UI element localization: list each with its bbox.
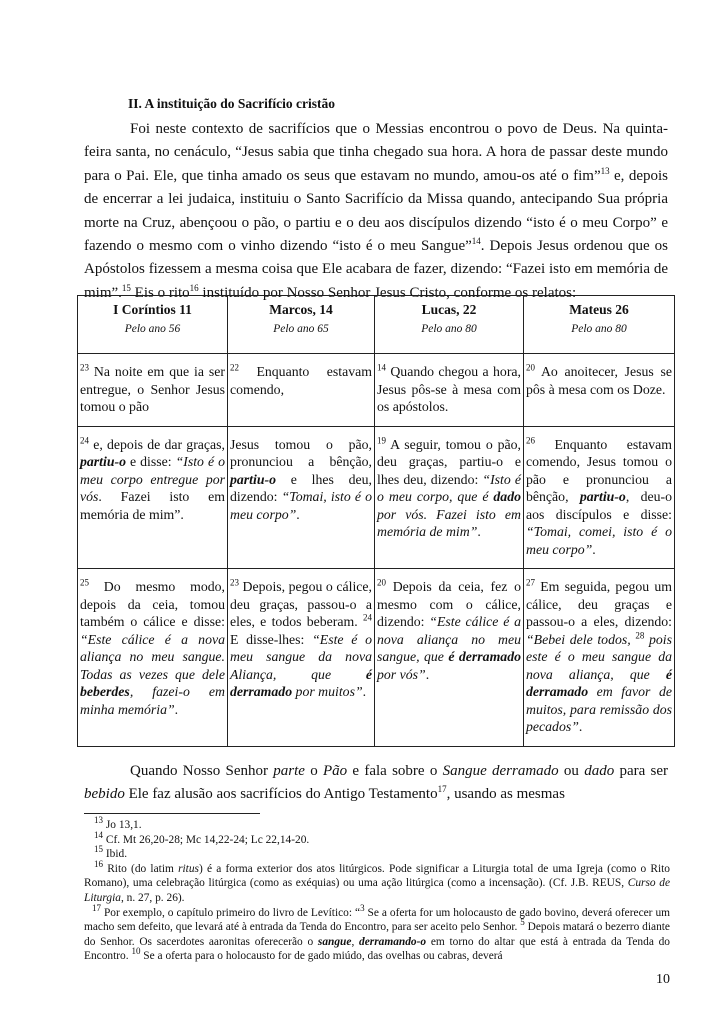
table-cell: $^{25}$ Do mesmo modo, depois da ceia, tomou também o cálice e disse: “Este cálice é a nova aliança no meu sangue. Todas as vezes que dele beberdes, fazei-o em minha memória”.: [78, 569, 228, 747]
footnote-14: $^{14}$ Cf. Mt 26,20-28; Mc 14,22-24; Lc 22,14-20.: [94, 829, 310, 846]
table-cell: Jesus tomou o pão, pronunciou a bênção, partiu-o e lhes deu, dizendo: “Tomai, isto é o meu corpo”.: [228, 426, 375, 569]
table-cell: $^{26}$ Enquanto estavam comendo, Jesus tomou o pão e pronunciou a bênção, partiu-o, deu-o aos discípulos e disse: “Tomai, comei, isto é o meu corpo”.: [524, 426, 675, 569]
column-header: I Coríntios 11 Pelo ano 56: [78, 296, 228, 354]
footnote-17: $^{17}$ Por exemplo, o capítulo primeiro do livro de Levítico: “$^3$ Se a oferta for um holocausto de gado bovino, deverá oferecer um macho sem defeito, que levará até à entrada da Tenda do Encontro, para ser aceito pelo Senhor. $^5$ Depois matará o bezerro diante do Senhor. Os sacerdotes aaronitas oferecerão o sangue, derramando-o em torno do altar que está à entrada da Tenda do Encontro. $^{10}$ Se a oferta para o holocausto for de gado miúdo, das ovelhas ou cabras, deverá: [84, 902, 671, 963]
table-header-row: [78, 296, 675, 354]
table-cell: $^{19}$ A seguir, tomou o pão, deu graças, partiu-o e lhes deu, dizendo: “Isto é o meu corpo, que é dado por vós. Fazei isto em memória de mim”.: [375, 426, 524, 569]
footnote-15: $^{15}$ Ibid.: [94, 844, 128, 861]
footnote-ref-15[interactable]: 15: [121, 282, 131, 293]
table-cell: $^{20}$ Depois da ceia, fez o mesmo com o cálice, dizendo: “Este cálice é a nova aliança no meu sangue, que é derramado por vós”.: [375, 569, 524, 747]
column-header: Lucas, 22 Pelo ano 80: [375, 296, 524, 354]
closing-paragraph: Quando Nosso Senhor parte o Pão e fala sobre o Sangue derramado ou dado para ser bebido Ele faz alusão aos sacrifícios do Antigo Testamento$^{17}$, usando as mesmas: [84, 763, 669, 802]
table-row: [78, 426, 675, 569]
table-cell: $^{14}$ Quando chegou a hora, Jesus pôs-se à mesa com os apóstolos.: [375, 354, 524, 427]
table-cell: $^{24}$ e, depois de dar graças, partiu-o e disse: “Isto é o meu corpo entregue por vós. Fazei isto em memória de mim”.: [78, 426, 228, 569]
footnote-ref-13[interactable]: 13: [600, 165, 610, 176]
table-cell: $^{23}$ Na noite em que ia ser entregue, o Senhor Jesus tomou o pão: [78, 354, 228, 427]
table-cell: $^{22}$ Enquanto estavam comendo,: [228, 354, 375, 427]
table-cell: $^{23}$ Depois, pegou o cálice, deu graças, passou-o a eles, e todos beberam. $^{24}$ E disse-lhes: “Este é o meu sangue da nova Aliança, que é derramado por muitos”.: [228, 569, 375, 747]
footnote-16: $^{16}$ Rito (do latim ritus) é a forma exterior dos atos litúrgicos. Pode significar a Liturgia total de uma Igreja (como o Rito Romano), uma celebração litúrgica (como as exéquias) ou uma ação litúrgica (como a incensação). (Cf. J.B. REUS, Curso de Liturgia, n. 27, p. 26).: [84, 858, 671, 904]
table-row: [78, 569, 675, 747]
footnote-13: $^{13}$ Jo 13,1.: [94, 815, 142, 831]
table-cell: $^{27}$ Em seguida, pegou um cálice, deu graças e passou-o a eles, dizendo: “Bebei dele todos, $^{28}$ pois este é o meu sangue da nova aliança, que é derramado em favor de muitos, para remissão dos pecados”.: [524, 569, 675, 747]
intro-paragraph: Foi neste contexto de sacrifícios que o Messias encontrou o povo de Deus. Na quinta-feira santa, no cenáculo, “Jesus sabia que tinha chegado sua hora. A hora de passar deste mundo para o Pai. Ele, que tinha amado os seus que estavam no mundo, amou-os até o fim”$^{13}$ e, depois de encerrar a lei judaica, instituiu o Santo Sacrifício da Missa quando, antecipando Sua própria morte na Cruz, abençoou o pão, o partiu e o deu aos discípulos dizendo “isto é o meu Corpo” e fazendo o mesmo com o vinho dizendo “isto é o meu Sangue”$^{14}$. Depois Jesus ordenou que os Apóstolos fizessem a mesma coisa que Ele acabara de fazer, dizendo: “Fazei isto em memória de mim”.$^{15}$ Eis o rito$^{16}$ instituído por Nosso Senhor Jesus Cristo, conforme os relatos:: [84, 121, 668, 301]
column-header: Marcos, 14 Pelo ano 65: [228, 296, 375, 354]
footnote-separator: [84, 813, 260, 814]
section-title: II. A instituição do Sacrifício cristão: [128, 96, 335, 111]
table-row: [78, 354, 675, 427]
gospel-comparison-table: [77, 295, 675, 747]
footnotes: [84, 815, 671, 964]
footnote-ref-17[interactable]: 17: [437, 784, 447, 794]
footnote-ref-14[interactable]: 14: [471, 236, 481, 247]
column-header: Mateus 26 Pelo ano 80: [524, 296, 675, 354]
page-number: 10: [656, 972, 670, 987]
footnote-ref-16[interactable]: 16: [189, 282, 199, 293]
table-cell: $^{20}$ Ao anoitecer, Jesus se pôs à mesa com os Doze.: [524, 354, 675, 427]
